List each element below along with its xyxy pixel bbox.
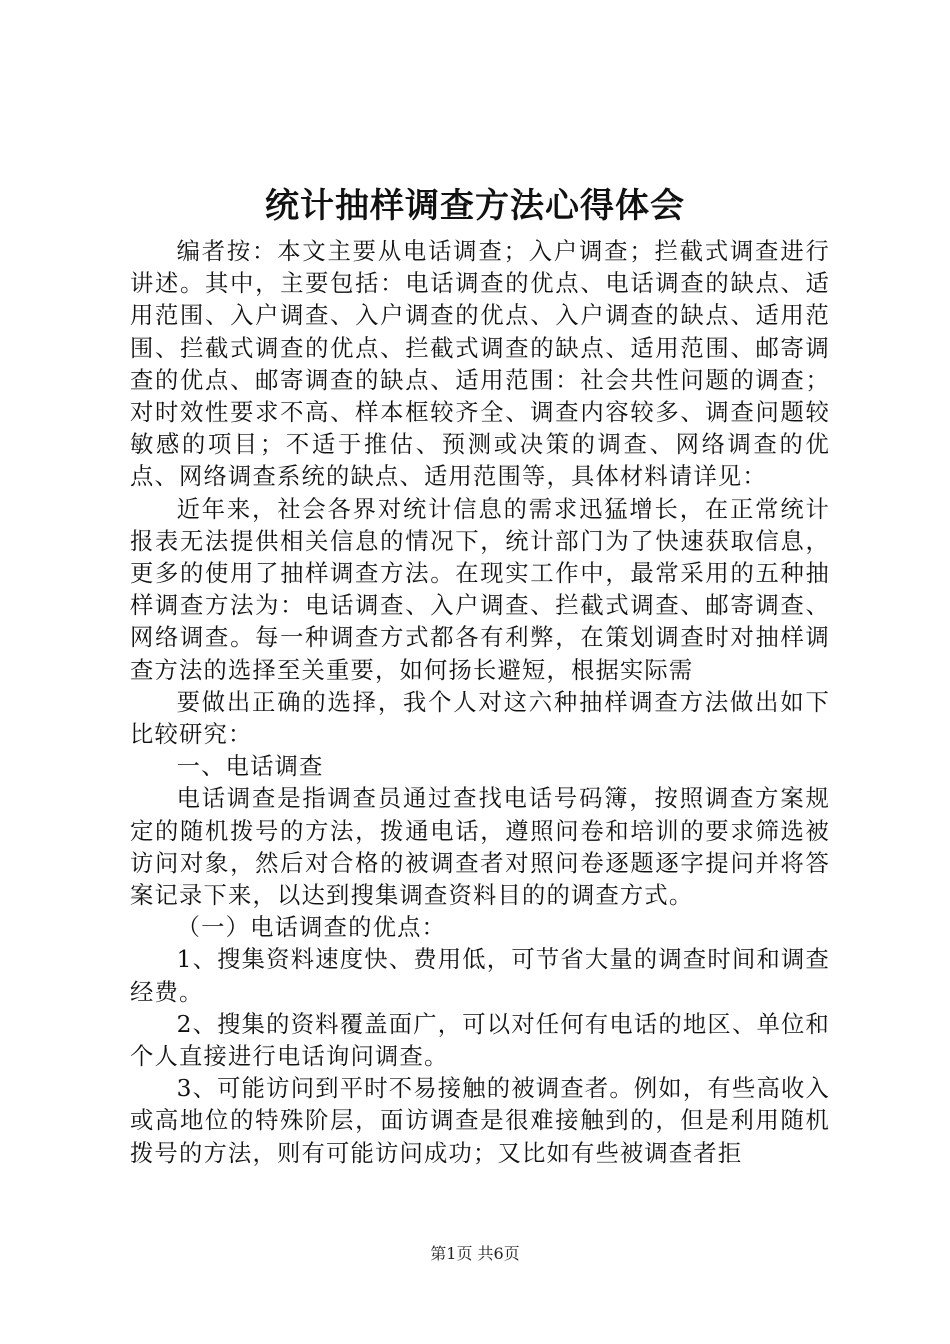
document-title: 统计抽样调查方法心得体会 <box>265 186 685 226</box>
document-body <box>130 236 830 1170</box>
advantage-item-2: 2、搜集的资料覆盖面广，可以对任何有电话的地区、单位和个人直接进行电话询问调查。 <box>130 1010 830 1071</box>
section-heading-phone-survey: 一、电话调查 <box>176 753 324 781</box>
phone-survey-definition-paragraph: 电话调查是指调查员通过查找电话号码簿，按照调查方案规定的随机拨号的方法，拨通电话，遵照问卷和培训的要求筛选被访问对象，然后对合格的被调查者对照问卷逐题逐字提问并将答案记录下来，以达到搜集调查资料目的的调查方式。 <box>130 785 830 910</box>
subsection-heading-advantages: （一）电话调查的优点： <box>176 914 447 942</box>
intro-paragraph: 近年来，社会各界对统计信息的需求迅猛增长，在正常统计报表无法提供相关信息的情况下，统计部门为了快速获取信息，更多的使用了抽样调查方法。在现实工作中，最常采用的五种抽样调查方法为：电话调查、入户调查、拦截式调查、邮寄调查、网络调查。每一种调查方式都各有利弊，在策划调查时对抽样调查方法的选择至关重要，如何扬长避短，根据实际需 <box>130 495 830 684</box>
comparison-paragraph: 要做出正确的选择，我个人对这六种抽样调查方法做出如下比较研究： <box>130 688 830 749</box>
page-indicator: 第1页 共6页 <box>430 1244 520 1263</box>
advantage-item-1: 1、搜集资料速度快、费用低，可节省大量的调查时间和调查经费。 <box>130 946 830 1006</box>
advantage-item-3: 3、可能访问到平时不易接触的被调查者。例如，有些高收入或高地位的特殊阶层，面访调查是很难接触到的，但是利用随机拨号的方法，则有可能访问成功；又比如有些被调查者拒 <box>130 1075 830 1167</box>
editor-note-paragraph: 编者按：本文主要从电话调查；入户调查；拦截式调查进行讲述。其中，主要包括：电话调查的优点、电话调查的缺点、适用范围、入户调查、入户调查的优点、入户调查的缺点、适用范围、拦截式调查的优点、拦截式调查的缺点、适用范围、邮寄调查的优点、邮寄调查的缺点、适用范围：社会共性问题的调查；对时效性要求不高、样本框较齐全、调查内容较多、调查问题较敏感的项目；不适于推估、预测或决策的调查、网络调查的优点、网络调查系统的缺点、适用范围等，具体材料请详见： <box>130 238 830 491</box>
